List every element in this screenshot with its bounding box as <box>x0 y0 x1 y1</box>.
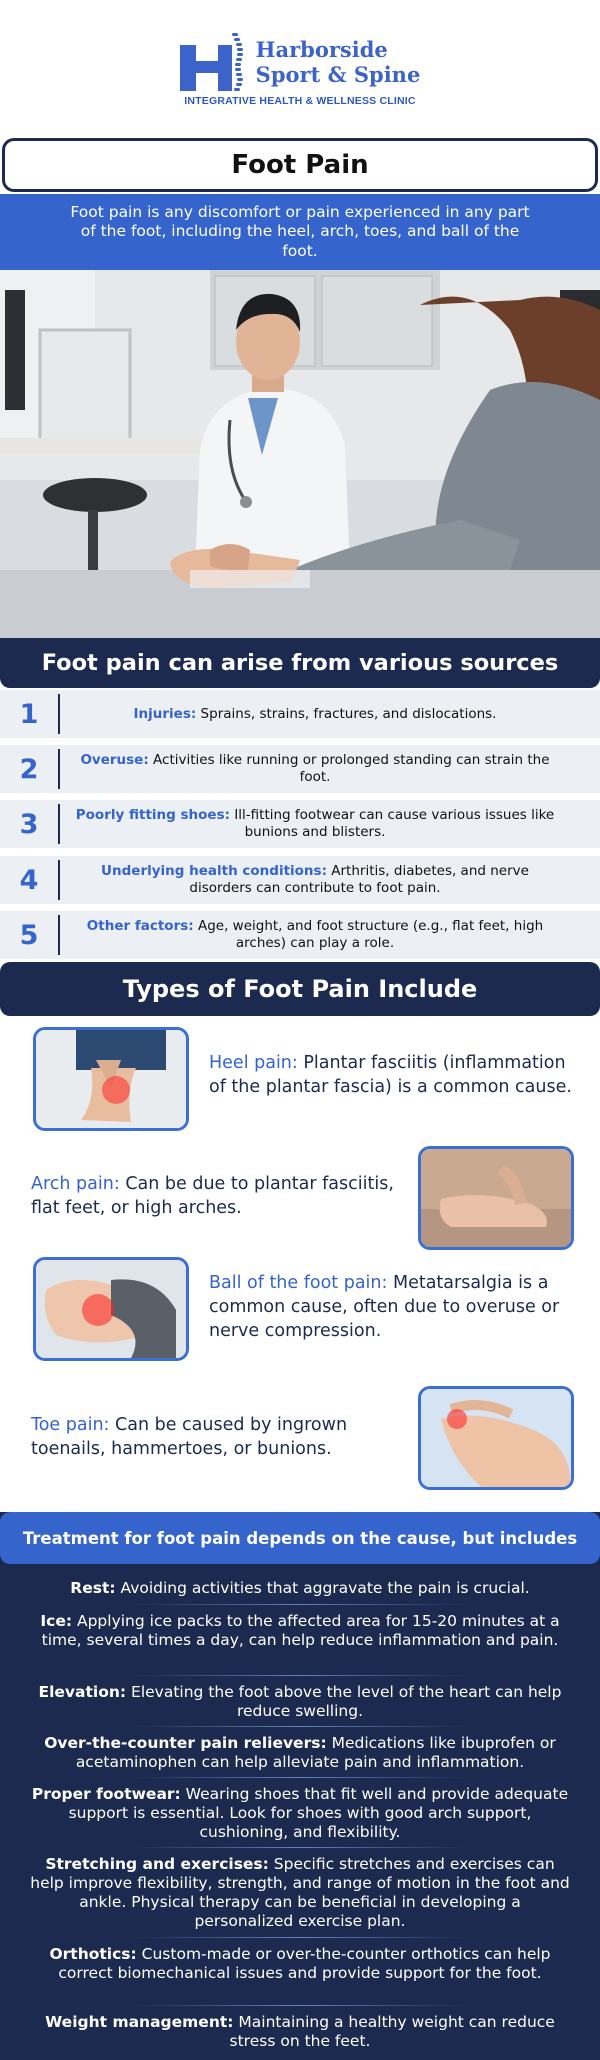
source-number: 2 <box>19 753 39 785</box>
type-label: Arch pain: <box>31 1174 120 1194</box>
divider <box>130 1726 470 1727</box>
sources-heading: Foot pain can arise from various sources <box>0 638 600 688</box>
toe-pain-image <box>418 1386 574 1490</box>
intro-banner <box>0 194 600 270</box>
source-label: Underlying health conditions: <box>101 863 327 879</box>
heel-pain-image <box>33 1027 189 1131</box>
treatment-item <box>0 1734 600 1772</box>
treatment-desc: Custom-made or over-the-counter orthotics can help correct biomechanical issues and provide support for the foot. <box>58 1945 551 1982</box>
source-number: 1 <box>19 698 39 730</box>
source-desc: Activities like running or prolonged standing can strain the foot. <box>148 752 550 785</box>
source-text <box>60 863 600 897</box>
type-arch-pain <box>31 1172 411 1220</box>
type-label: Toe pain: <box>31 1415 110 1435</box>
source-item <box>0 911 600 959</box>
treatment-item <box>0 1612 600 1650</box>
source-desc: Arthritis, diabetes, and nerve disorders can contribute to foot pain. <box>189 863 529 896</box>
divider <box>130 2005 470 2006</box>
divider <box>130 1777 470 1778</box>
page-title-box <box>2 138 598 192</box>
source-number: 5 <box>19 919 39 951</box>
treatment-label: Over-the-counter pain relievers: <box>44 1734 327 1752</box>
treatment-label: Orthotics: <box>49 1945 137 1963</box>
type-toe-pain <box>31 1413 411 1461</box>
treatment-item <box>0 1579 600 1598</box>
source-item <box>0 856 600 904</box>
treatment-desc: Elevating the foot above the level of the heart can help reduce swelling. <box>126 1683 562 1720</box>
treatment-item <box>0 1683 600 1721</box>
source-text <box>60 807 600 841</box>
divider <box>130 1847 470 1848</box>
source-label: Other factors: <box>86 918 194 934</box>
types-heading: Types of Foot Pain Include <box>0 962 600 1016</box>
source-number: 3 <box>19 808 39 840</box>
source-desc: Sprains, strains, fractures, and dislocations. <box>196 705 497 722</box>
treatment-item <box>0 1855 600 1931</box>
treatment-desc: Wearing shoes that fit well and provide adequate support is essential. Look for shoes with good arch support, cushioning, and flexibility. <box>68 1785 569 1841</box>
treatment-label: Ice: <box>40 1612 73 1630</box>
treatment-label: Weight management: <box>45 2013 234 2031</box>
type-ball-of-foot-pain <box>209 1271 579 1343</box>
source-label: Injuries: <box>133 705 197 722</box>
divider <box>130 1937 470 1938</box>
source-text <box>60 918 600 952</box>
divider <box>130 1675 470 1676</box>
header <box>0 0 600 138</box>
treatment-desc: Medications like ibuprofen or acetaminophen can help alleviate pain and inflammation. <box>75 1734 556 1771</box>
treatment-item <box>0 2013 600 2051</box>
treatment-desc: Maintaining a healthy weight can reduce stress on the feet. <box>229 2013 555 2050</box>
source-number: 4 <box>19 864 39 896</box>
clinic-logo[interactable] <box>180 31 421 107</box>
type-desc: Can be due to plantar fasciitis, flat feet, or high arches. <box>31 1174 394 1218</box>
arch-pain-image <box>418 1146 574 1250</box>
treatment-item <box>0 1785 600 1842</box>
source-item <box>0 800 600 848</box>
treatment-desc: Specific stretches and exercises can help improve flexibility, strength, and range of motion in the foot and ankle. Physical therapy can be beneficial in developing a personalized exercise plan. <box>30 1855 570 1930</box>
treatment-label: Stretching and exercises: <box>45 1855 269 1873</box>
logo-name-line2: Sport & Spine <box>255 62 421 87</box>
logo-tagline: INTEGRATIVE HEALTH & WELLNESS CLINIC <box>184 95 416 107</box>
type-desc: Can be caused by ingrown toenails, hammertoes, or bunions. <box>31 1415 348 1459</box>
hero-photo-doctor-exam <box>0 270 600 638</box>
spine-h-logo-icon <box>180 31 250 93</box>
source-item <box>0 690 600 738</box>
logo-name-line1: Harborside <box>255 37 388 62</box>
type-desc: Metatarsalgia is a common cause, often due to overuse or nerve compression. <box>209 1273 560 1341</box>
source-text <box>60 706 600 723</box>
type-label: Heel pain: <box>209 1053 298 1073</box>
type-heel-pain <box>209 1051 579 1099</box>
treatment-label: Rest: <box>70 1579 116 1597</box>
treatment-label: Proper footwear: <box>31 1785 181 1803</box>
treatment-item <box>0 1945 600 1983</box>
source-label: Poorly fitting shoes: <box>75 807 231 823</box>
ball-of-foot-pain-image <box>33 1257 189 1361</box>
source-desc: Ill-fitting footwear can cause various issues like bunions and blisters. <box>230 807 555 840</box>
type-label: Ball of the foot pain: <box>209 1273 388 1293</box>
source-label: Overuse: <box>80 752 149 768</box>
page-title: Foot Pain <box>231 150 369 180</box>
treatment-label: Elevation: <box>38 1683 127 1701</box>
intro-text: Foot pain is any discomfort or pain experienced in any part of the foot, including the heel, arch, toes, and ball of the foot. <box>70 202 530 260</box>
treatment-desc: Avoiding activities that aggravate the pain is crucial. <box>115 1579 530 1597</box>
treatment-desc: Applying ice packs to the affected area for 15-20 minutes at a time, several times a day, can help reduce inflammation and pain. <box>41 1612 560 1649</box>
type-desc: Plantar fasciitis (inflammation of the plantar fascia) is a common cause. <box>209 1053 572 1097</box>
source-item <box>0 745 600 793</box>
treatment-heading: Treatment for foot pain depends on the cause, but includes <box>0 1512 600 1564</box>
divider <box>130 1604 470 1605</box>
source-text <box>60 752 600 786</box>
source-desc: Age, weight, and foot structure (e.g., flat feet, high arches) can play a role. <box>193 918 544 951</box>
